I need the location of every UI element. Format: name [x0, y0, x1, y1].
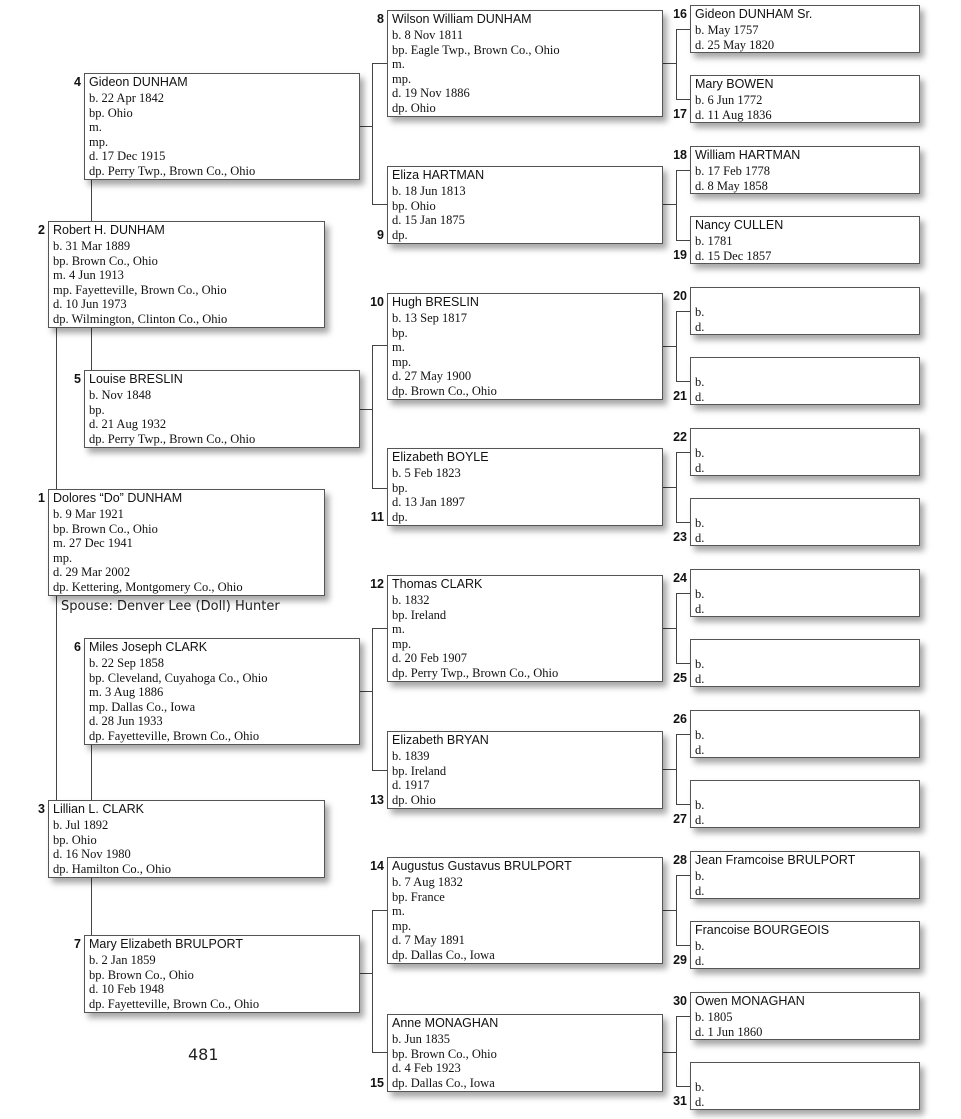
person-box-4[interactable] — [84, 73, 360, 180]
connector-line — [676, 452, 690, 453]
connector-line — [676, 804, 690, 805]
person-detail: b. 8 Nov 1811 — [392, 28, 464, 42]
person-name — [695, 289, 919, 305]
person-name — [695, 571, 919, 587]
person-detail: d. — [695, 319, 705, 334]
person-detail: m. — [392, 340, 405, 355]
person-detail: dp. Kettering, Montgomery Co., Ohio — [53, 579, 243, 594]
person-detail: d. 28 Jun 1933 — [89, 714, 163, 729]
person-box-30[interactable] — [690, 992, 920, 1040]
person-detail: bp. Brown Co., Ohio — [89, 967, 194, 982]
person-detail: d. 21 Aug 1932 — [89, 417, 167, 432]
person-detail: mp. — [392, 918, 412, 933]
person-detail: dp. — [392, 509, 408, 524]
person-name: Gideon DUNHAM Sr. — [695, 7, 813, 21]
person-box-19[interactable] — [690, 216, 920, 264]
connector-line — [676, 663, 690, 664]
connector-line — [372, 345, 387, 346]
person-detail: b. 22 Apr 1842 — [89, 91, 164, 105]
person-box-13[interactable] — [387, 731, 663, 809]
person-box-10[interactable] — [387, 293, 663, 400]
person-detail: b. — [695, 657, 705, 671]
connector-line — [372, 910, 373, 1052]
ahnentafel-number: 18 — [673, 148, 687, 162]
person-name: Owen MONAGHAN — [695, 994, 805, 1008]
person-detail: bp. Ohio — [53, 832, 97, 847]
person-detail: dp. — [392, 227, 408, 242]
person-name — [695, 712, 919, 728]
connector-line — [676, 734, 690, 735]
person-detail: m. 4 Jun 1913 — [53, 268, 124, 283]
person-box-25[interactable] — [690, 639, 920, 687]
connector-line — [676, 311, 690, 312]
ahnentafel-number: 8 — [377, 12, 384, 26]
person-detail: dp. Perry Twp., Brown Co., Ohio — [392, 665, 559, 680]
connector-line — [676, 170, 677, 240]
person-box-15[interactable] — [387, 1014, 663, 1092]
person-detail: m. 3 Aug 1886 — [89, 685, 164, 700]
person-detail: bp. — [392, 480, 408, 495]
person-box-9[interactable] — [387, 166, 663, 244]
person-detail: mp. Dallas Co., Iowa — [89, 699, 196, 714]
person-detail: dp. Perry Twp., Brown Co., Ohio — [89, 163, 256, 178]
person-name: Jean Framcoise BRULPORT — [695, 853, 856, 867]
person-name: Hugh BRESLIN — [392, 295, 479, 309]
ahnentafel-number: 13 — [370, 793, 384, 807]
person-detail: d. — [695, 601, 705, 616]
person-box-20[interactable] — [690, 287, 920, 335]
person-detail: b. — [695, 1080, 705, 1094]
person-box-5[interactable] — [84, 370, 360, 448]
person-name: Elizabeth BRYAN — [392, 733, 489, 747]
ahnentafel-number: 31 — [673, 1094, 687, 1108]
person-box-17[interactable] — [690, 75, 920, 123]
person-name: Wilson William DUNHAM — [392, 12, 532, 26]
ahnentafel-number: 16 — [673, 7, 687, 21]
person-detail: b. 5 Feb 1823 — [392, 466, 461, 480]
person-detail: b. 1832 — [392, 593, 430, 607]
person-name: Augustus Gustavus BRULPORT — [392, 859, 572, 873]
person-detail: d. 10 Feb 1948 — [89, 982, 164, 997]
person-detail: bp. Brown Co., Ohio — [53, 521, 158, 536]
person-detail: b. — [695, 869, 705, 883]
person-name — [695, 1064, 919, 1080]
connector-line — [676, 875, 677, 945]
person-detail: d. 15 Jan 1875 — [392, 213, 465, 228]
person-detail: b. 1781 — [695, 234, 733, 248]
connector-line — [372, 63, 373, 204]
person-box-18[interactable] — [690, 146, 920, 194]
person-detail: d. — [695, 671, 705, 686]
person-name: Nancy CULLEN — [695, 218, 784, 232]
person-name — [695, 641, 919, 657]
person-box-27[interactable] — [690, 780, 920, 828]
person-detail: m. — [392, 622, 405, 637]
ahnentafel-number: 30 — [673, 994, 687, 1008]
ahnentafel-number: 27 — [673, 812, 687, 826]
ahnentafel-number: 28 — [673, 853, 687, 867]
person-detail: b. 1839 — [392, 749, 430, 763]
connector-line — [676, 593, 690, 594]
person-name: Eliza HARTMAN — [392, 168, 485, 182]
person-detail: b. 7 Aug 1832 — [392, 875, 463, 889]
connector-line — [676, 1016, 677, 1086]
person-box-28[interactable] — [690, 851, 920, 899]
person-detail: dp. Hamilton Co., Ohio — [53, 861, 172, 876]
person-name: Anne MONAGHAN — [392, 1016, 499, 1030]
person-detail: d. 1917 — [392, 778, 430, 793]
person-detail: dp. Ohio — [392, 792, 436, 807]
person-name: Lillian L. CLARK — [53, 802, 145, 816]
ahnentafel-number: 24 — [673, 571, 687, 585]
connector-line — [676, 311, 677, 381]
person-detail: d. — [695, 460, 705, 475]
person-name: Miles Joseph CLARK — [89, 640, 208, 654]
connector-line — [676, 522, 690, 523]
connector-line — [663, 63, 676, 64]
connector-line — [372, 63, 387, 64]
person-detail: d. 29 Mar 2002 — [53, 565, 131, 580]
person-box-24[interactable] — [690, 569, 920, 617]
ahnentafel-number: 20 — [673, 289, 687, 303]
person-detail: d. — [695, 812, 705, 827]
connector-line — [91, 745, 92, 800]
person-name: Mary Elizabeth BRULPORT — [89, 937, 243, 951]
person-detail: m. 27 Dec 1941 — [53, 536, 133, 551]
person-detail: b. 17 Feb 1778 — [695, 164, 770, 178]
connector-line — [56, 596, 57, 800]
ahnentafel-number: 1 — [38, 491, 45, 505]
person-detail: d. 11 Aug 1836 — [695, 107, 772, 122]
person-detail: mp. — [392, 636, 412, 651]
person-detail: b. — [695, 798, 705, 812]
connector-line — [676, 381, 690, 382]
person-box-12[interactable] — [387, 575, 663, 682]
person-box-11[interactable] — [387, 448, 663, 526]
connector-line — [372, 910, 387, 911]
person-detail: mp. — [392, 71, 412, 86]
ahnentafel-number: 5 — [74, 372, 81, 386]
person-detail: d. 4 Feb 1923 — [392, 1061, 461, 1076]
person-detail: b. 6 Jun 1772 — [695, 93, 763, 107]
person-detail: dp. Perry Twp., Brown Co., Ohio — [89, 431, 256, 446]
person-detail: b. Jul 1892 — [53, 818, 109, 832]
person-name: Louise BRESLIN — [89, 372, 183, 386]
person-detail: m. — [89, 120, 102, 135]
person-box-3[interactable] — [48, 800, 325, 878]
person-name: Francoise BOURGEOIS — [695, 923, 830, 937]
ahnentafel-number: 2 — [38, 223, 45, 237]
person-box-2[interactable] — [48, 221, 325, 328]
person-box-31[interactable] — [690, 1062, 920, 1110]
connector-line — [56, 328, 57, 489]
person-detail: d. — [695, 1094, 705, 1109]
ahnentafel-number: 23 — [673, 530, 687, 544]
connector-line — [372, 345, 373, 488]
person-detail: d. 13 Jan 1897 — [392, 495, 465, 510]
person-detail: d. 27 May 1900 — [392, 369, 472, 384]
connector-line — [663, 487, 676, 488]
ahnentafel-number: 3 — [38, 802, 45, 816]
connector-line — [676, 240, 690, 241]
person-detail: d. 10 Jun 1973 — [53, 297, 127, 312]
connector-line — [676, 875, 690, 876]
ahnentafel-number: 12 — [370, 577, 384, 591]
person-detail: b. 13 Sep 1817 — [392, 311, 467, 325]
connector-line — [372, 488, 387, 489]
person-detail: b. — [695, 446, 705, 460]
connector-line — [663, 628, 676, 629]
person-detail: bp. Eagle Twp., Brown Co., Ohio — [392, 42, 560, 57]
person-detail: d. 7 May 1891 — [392, 933, 465, 948]
person-name: Thomas CLARK — [392, 577, 483, 591]
person-detail: d. — [695, 389, 705, 404]
person-detail: d. — [695, 883, 705, 898]
person-detail: bp. Brown Co., Ohio — [53, 253, 158, 268]
person-detail: d. 20 Feb 1907 — [392, 651, 467, 666]
ahnentafel-number: 15 — [370, 1076, 384, 1090]
person-detail: d. — [695, 530, 705, 545]
person-detail: b. 18 Jun 1813 — [392, 184, 466, 198]
person-detail: dp. Brown Co., Ohio — [392, 383, 497, 398]
person-box-21[interactable] — [690, 357, 920, 405]
connector-line — [663, 204, 676, 205]
person-detail: b. 1805 — [695, 1010, 733, 1024]
person-name — [695, 359, 919, 375]
ahnentafel-number: 26 — [673, 712, 687, 726]
person-detail: d. — [695, 953, 705, 968]
connector-line — [676, 1016, 690, 1017]
connector-line — [372, 628, 373, 770]
connector-line — [676, 734, 677, 804]
person-box-23[interactable] — [690, 498, 920, 546]
ahnentafel-number: 11 — [370, 510, 384, 524]
person-detail: b. 31 Mar 1889 — [53, 239, 131, 253]
ahnentafel-number: 4 — [74, 75, 81, 89]
person-detail: b. 9 Mar 1921 — [53, 507, 124, 521]
connector-line — [676, 170, 690, 171]
connector-line — [676, 452, 677, 522]
person-detail: m. — [392, 57, 405, 72]
person-detail: b. Nov 1848 — [89, 388, 152, 402]
person-box-16[interactable] — [690, 5, 920, 53]
person-detail: b. — [695, 516, 705, 530]
person-name: Elizabeth BOYLE — [392, 450, 489, 464]
connector-line — [676, 945, 690, 946]
person-name: Robert H. DUNHAM — [53, 223, 165, 237]
connector-line — [676, 1086, 690, 1087]
person-detail: b. May 1757 — [695, 23, 759, 37]
connector-line — [663, 346, 676, 347]
ahnentafel-number: 6 — [74, 640, 81, 654]
page-number: 481 — [188, 1045, 219, 1064]
connector-line — [663, 769, 676, 770]
connector-line — [91, 180, 92, 221]
connector-line — [372, 628, 387, 629]
person-box-1[interactable] — [48, 489, 325, 596]
person-detail: bp. Ohio — [89, 105, 133, 120]
person-detail: b. — [695, 375, 705, 389]
person-detail: b. — [695, 939, 705, 953]
person-box-14[interactable] — [387, 857, 663, 964]
person-detail: dp. Dallas Co., Iowa — [392, 1075, 495, 1090]
person-detail: dp. Fayetteville, Brown Co., Ohio — [89, 728, 260, 743]
person-detail: bp. Brown Co., Ohio — [392, 1046, 497, 1061]
person-box-26[interactable] — [690, 710, 920, 758]
person-detail: b. Jun 1835 — [392, 1032, 450, 1046]
person-box-6[interactable] — [84, 638, 360, 745]
person-detail: m. — [392, 904, 405, 919]
ahnentafel-number: 21 — [673, 389, 687, 403]
connector-line — [372, 1052, 387, 1053]
person-name: William HARTMAN — [695, 148, 801, 162]
person-detail: bp. — [89, 402, 105, 417]
person-detail: d. 16 Nov 1980 — [53, 847, 131, 862]
ahnentafel-number: 7 — [74, 937, 81, 951]
connector-line — [91, 328, 92, 370]
person-detail: mp. — [392, 354, 412, 369]
ahnentafel-number: 29 — [673, 953, 687, 967]
person-detail: bp. Cleveland, Cuyahoga Co., Ohio — [89, 670, 268, 685]
person-detail: b. — [695, 587, 705, 601]
person-box-29[interactable] — [690, 921, 920, 969]
person-name — [695, 500, 919, 516]
connector-line — [676, 99, 690, 100]
person-name — [695, 782, 919, 798]
person-detail: b. — [695, 728, 705, 742]
person-detail: b. 2 Jan 1859 — [89, 953, 156, 967]
ahnentafel-number: 19 — [673, 248, 687, 262]
connector-line — [91, 878, 92, 935]
person-name: Dolores “Do” DUNHAM — [53, 491, 183, 505]
person-name: Mary BOWEN — [695, 77, 774, 91]
person-box-22[interactable] — [690, 428, 920, 476]
person-detail: d. 17 Dec 1915 — [89, 149, 166, 164]
person-detail: bp. — [392, 325, 408, 340]
person-detail: d. 8 May 1858 — [695, 178, 768, 193]
person-detail: d. 19 Nov 1886 — [392, 86, 470, 101]
person-detail: d. 15 Dec 1857 — [695, 248, 772, 263]
person-detail: b. 22 Sep 1858 — [89, 656, 164, 670]
connector-line — [676, 29, 690, 30]
ahnentafel-number: 9 — [377, 228, 384, 242]
ahnentafel-number: 25 — [673, 671, 687, 685]
person-detail: bp. Ireland — [392, 607, 447, 622]
person-detail: dp. Fayetteville, Brown Co., Ohio — [89, 996, 260, 1011]
connector-line — [663, 1052, 676, 1053]
person-detail: bp. Ohio — [392, 198, 436, 213]
connector-line — [676, 593, 677, 663]
person-detail: dp. Ohio — [392, 100, 436, 115]
ahnentafel-number: 14 — [370, 859, 384, 873]
person-detail: dp. Dallas Co., Iowa — [392, 947, 495, 962]
person-name: Gideon DUNHAM — [89, 75, 188, 89]
person-box-8[interactable] — [387, 10, 663, 117]
person-detail: bp. Ireland — [392, 763, 447, 778]
ahnentafel-number: 22 — [673, 430, 687, 444]
person-detail: d. 25 May 1820 — [695, 37, 775, 52]
person-detail: mp. — [53, 550, 73, 565]
person-detail: d. — [695, 742, 705, 757]
person-detail: d. 1 Jun 1860 — [695, 1024, 763, 1039]
connector-line — [372, 204, 387, 205]
connector-line — [372, 770, 387, 771]
person-detail: dp. Wilmington, Clinton Co., Ohio — [53, 311, 228, 326]
spouse-label: Spouse: Denver Lee (Doll) Hunter — [61, 599, 280, 614]
ahnentafel-number: 17 — [673, 107, 687, 121]
ahnentafel-number: 10 — [370, 295, 384, 309]
person-detail: mp. — [89, 134, 109, 149]
person-detail: bp. France — [392, 889, 445, 904]
person-box-7[interactable] — [84, 935, 360, 1013]
person-detail: b. — [695, 305, 705, 319]
connector-line — [663, 910, 676, 911]
person-name — [695, 430, 919, 446]
person-detail: mp. Fayetteville, Brown Co., Ohio — [53, 282, 227, 297]
connector-line — [676, 29, 677, 99]
